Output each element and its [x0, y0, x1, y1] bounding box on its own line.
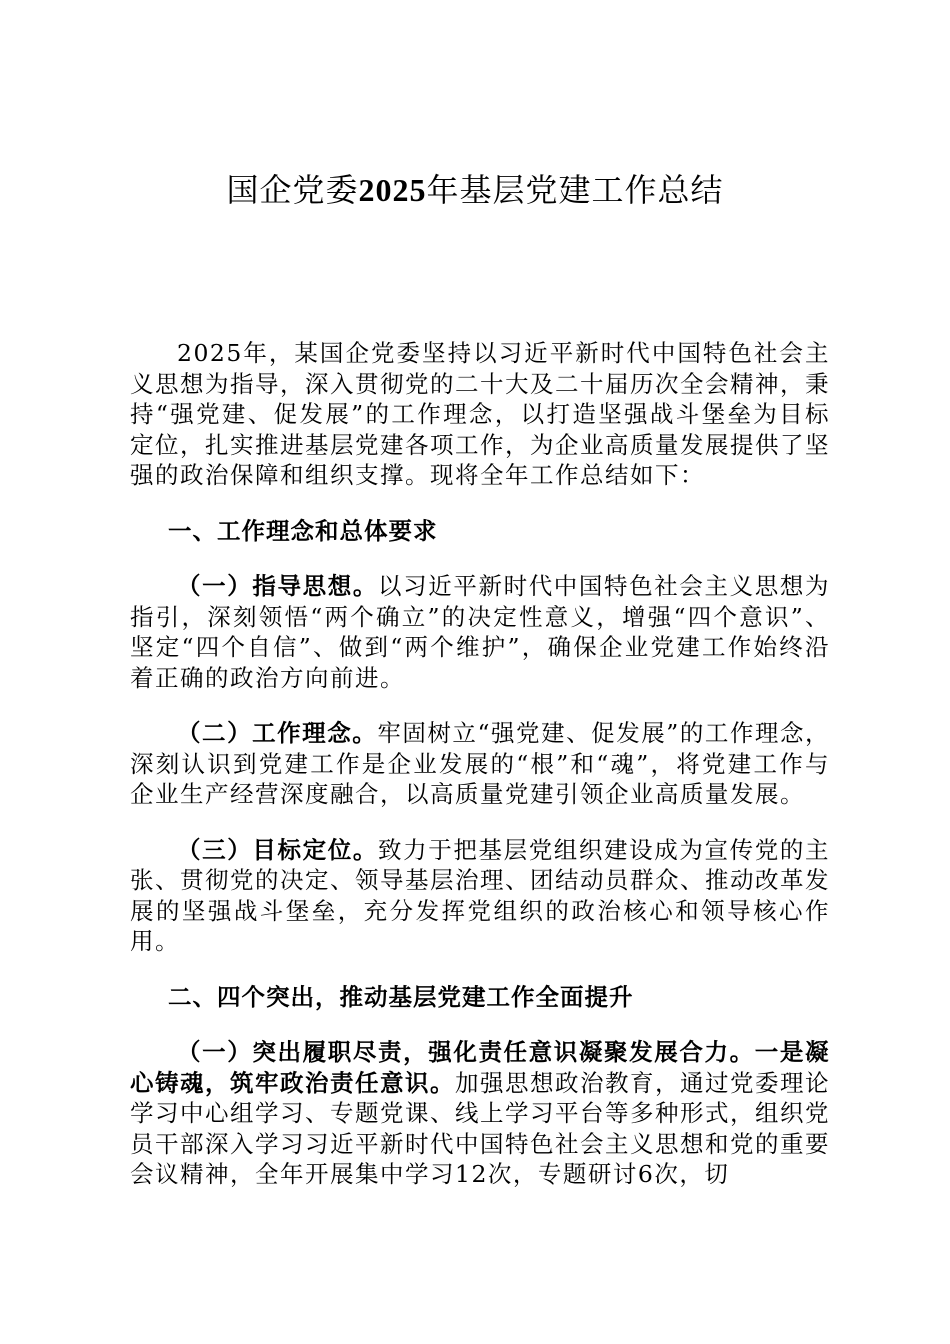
section-2-heading: 二、四个突出，推动基层党建工作全面提升 [168, 982, 634, 1011]
title-prefix: 国企党委 [226, 171, 359, 209]
section-1-item-3-text: 致力于把基层党组织建设成为宣传党的主张、贯彻党的决定、领导基层治理、团结动员群众、推动改革发展的坚强战斗堡垒，充分发挥党组织的政治核心和领导核心作用。 [130, 835, 831, 955]
section-1-item-2 [130, 718, 830, 810]
section-1-item-2-label: （二）工作理念。 [177, 719, 378, 747]
intro-paragraph: 2025年，某国企党委坚持以习近平新时代中国特色社会主义思想为指导，深入贯彻党的二十大及二十届历次全会精神，秉持“强党建、促发展”的工作理念，以打造坚强战斗堡垒为目标定位，扎实推进基层党建各项工作，为企业高质量发展提供了坚强的政治保障和组织支撑。现将全年工作总结如下： [130, 339, 830, 489]
title-suffix: 年基层党建工作总结 [426, 171, 724, 209]
section-1-item-3 [130, 835, 830, 957]
section-2-item-1-text: 加强思想政治教育，通过党委理论学习中心组学习、专题党课、线上学习平台等多种形式，组织党员干部深入学习习近平新时代中国特色社会主义思想和党的重要会议精神，全年开展集中学习12次，专题研讨6次，切 [130, 1068, 830, 1188]
section-1-item-2-text: 牢固树立“强党建、促发展”的工作理念，深刻认识到党建工作是企业发展的“根”和“魂”，将党建工作与企业生产经营深度融合，以高质量党建引领企业高质量发展。 [130, 719, 831, 808]
document-body [130, 338, 830, 1215]
section-1-item-3-label: （三）目标定位。 [177, 835, 378, 864]
section-1-heading: 一、工作理念和总体要求 [168, 516, 438, 545]
section-1-item-1-label: （一）指导思想。 [177, 572, 378, 600]
section-1-item-1-text: 以习近平新时代中国特色社会主义思想为指引，深刻领悟“两个确立”的决定性意义，增强“四个意识”、坚定“四个自信”、做到“两个维护”，确保企业党建工作始终沿着正确的政治方向前进。 [130, 572, 831, 692]
section-2-item-1 [130, 1037, 830, 1190]
section-2-item-1-label: （一）突出履职尽责，强化责任意识凝聚发展合力。一是凝心铸魂，筑牢政治责任意识。 [130, 1038, 830, 1097]
document-title [0, 166, 950, 214]
title-year: 2025 [358, 172, 427, 208]
section-1-item-1 [130, 571, 830, 693]
